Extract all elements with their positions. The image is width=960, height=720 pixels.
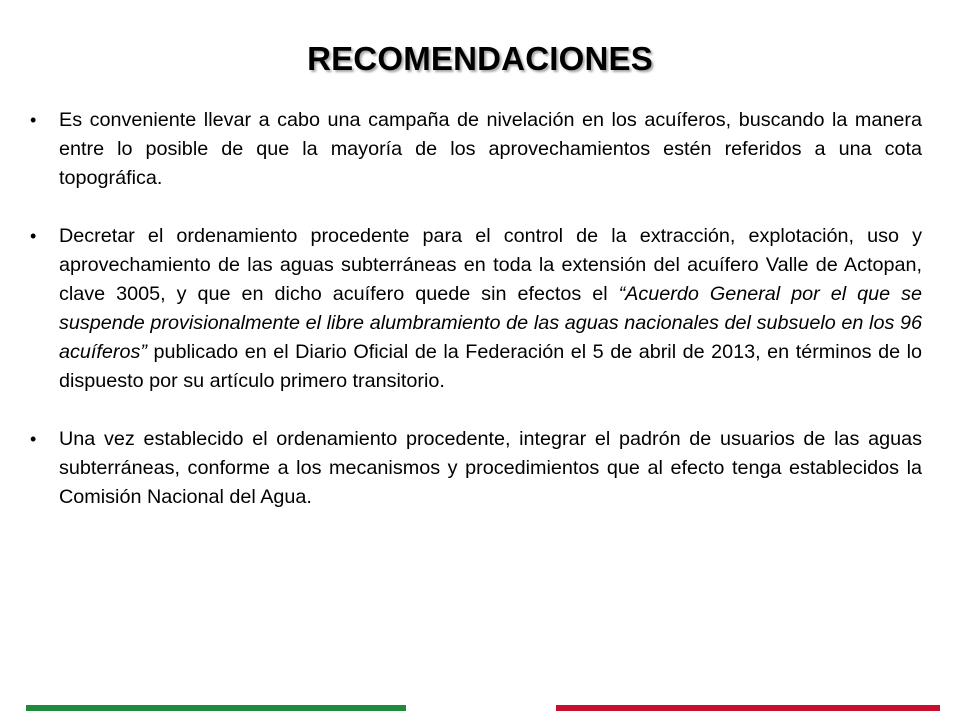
bullet-icon: • xyxy=(30,429,37,449)
bullet-icon: • xyxy=(30,226,37,246)
bullet-text: Una vez establecido el ordenamiento procedente, integrar el padrón de usuarios de las aguas subterráneas, conforme a los mecanismos y procedimientos que al efecto tenga establecidos la Comisión Nacional del Agua. xyxy=(59,428,922,508)
bullet-text: Es conveniente llevar a cabo una campaña de nivelación en los acuíferos, buscando la manera entre lo posible de que la mayoría de los aprovechamientos estén referidos a una cota topográfica. xyxy=(59,109,922,189)
bullet-text-part: Decretar el ordenamiento procedente para el control de la extracción, explotación, uso y aprovechamiento de las aguas subterráneas en toda la extensión del acuífero Valle de Actopan, clave 3005, y que en dicho acuífero quede sin efectos el xyxy=(59,225,922,305)
list-item xyxy=(30,106,922,193)
recommendations-list xyxy=(30,106,922,541)
footer-bar-red xyxy=(556,705,940,711)
page-title: RECOMENDACIONES xyxy=(307,40,653,77)
list-item xyxy=(30,222,922,396)
footer-bar-green xyxy=(26,705,406,711)
bullet-icon: • xyxy=(30,110,37,130)
bullet-text-part: publicado en el Diario Oficial de la Federación el 5 de abril de 2013, en términos de lo dispuesto por su artículo primero transitorio. xyxy=(59,341,922,392)
list-item xyxy=(30,425,922,512)
bullet-text xyxy=(59,225,922,392)
quoted-agreement-title: “Acuerdo General por el que se suspende provisionalmente el libre alumbramiento de las aguas nacionales del subsuelo en los 96 acuíferos” xyxy=(59,283,922,363)
